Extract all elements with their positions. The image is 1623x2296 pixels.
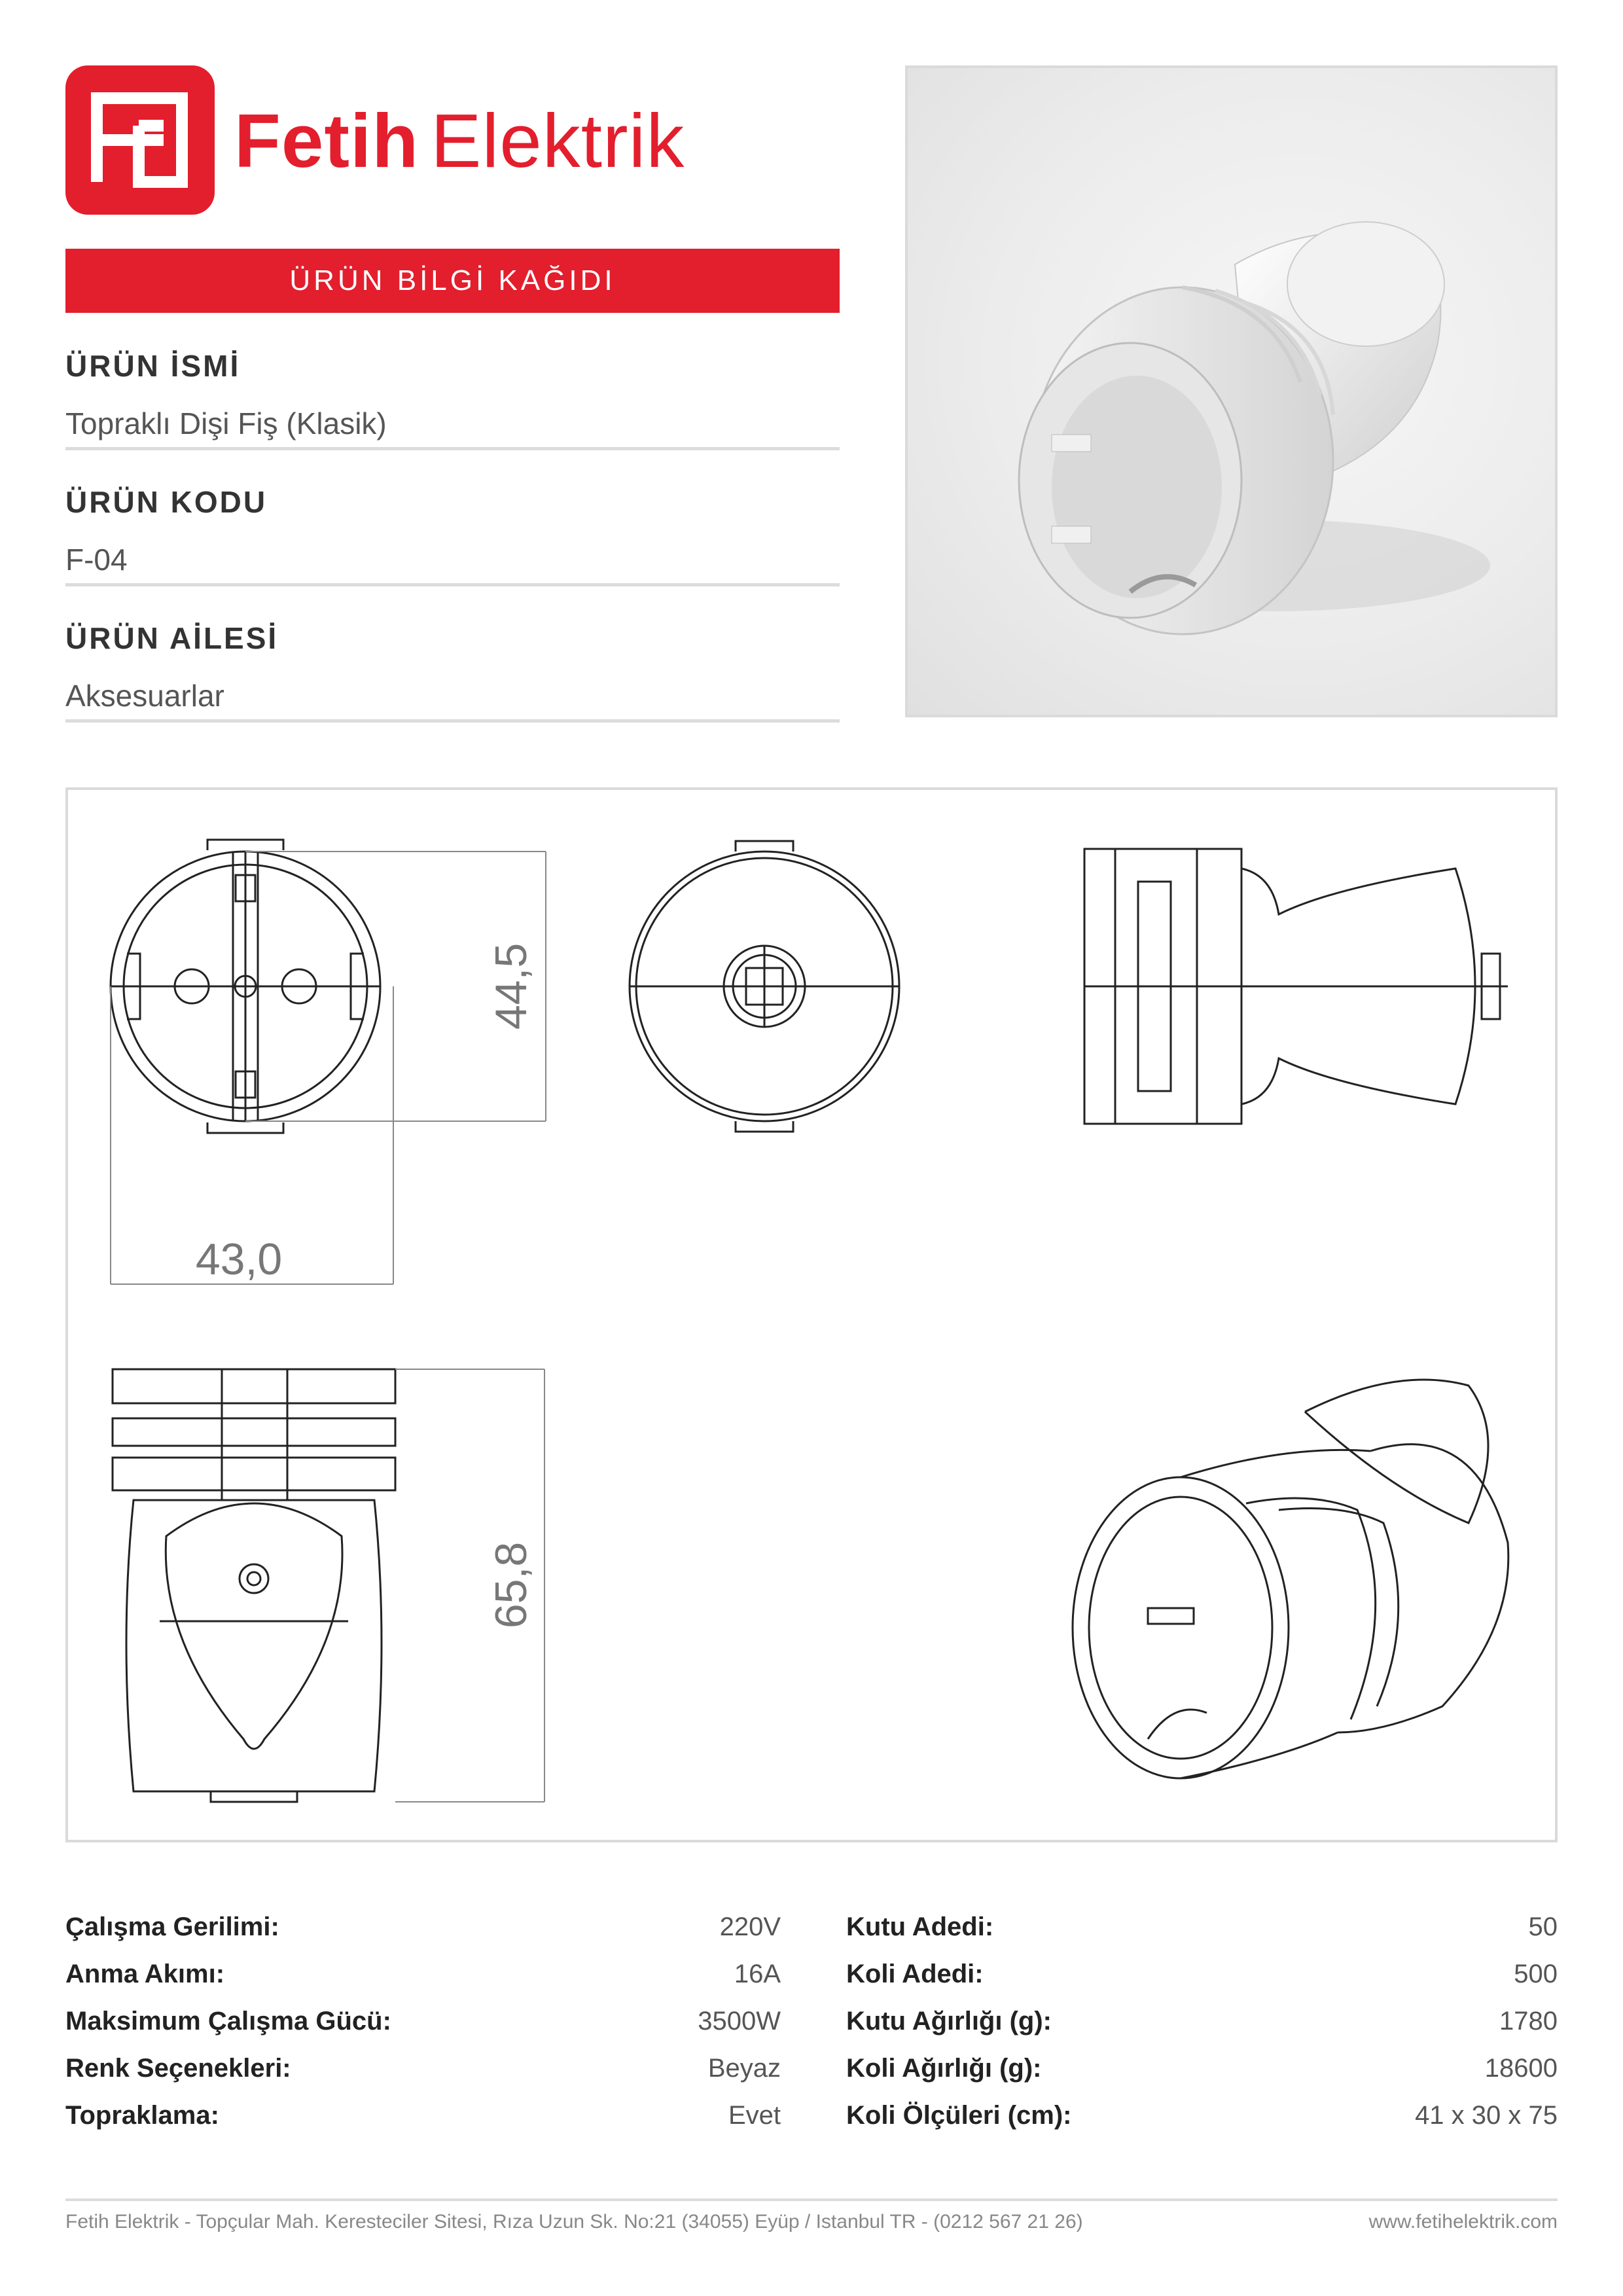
field-divider: [65, 719, 840, 723]
field-value-product-family: Aksesuarlar: [65, 679, 224, 713]
brand-wordmark: [234, 98, 685, 183]
dim-height: 44,5: [486, 942, 536, 1030]
spec-key: Anma Akımı:: [65, 1959, 225, 1988]
isometric-view-drawing: [1073, 1380, 1508, 1778]
spec-row: [846, 2045, 1558, 2092]
spec-key: Renk Seçenekleri:: [65, 2053, 291, 2083]
brand-name-regular: Elektrik: [431, 98, 685, 183]
dim-length: 65,8: [486, 1541, 536, 1629]
field-label-product-family: ÜRÜN AİLESİ: [65, 621, 279, 655]
spec-value: 50: [1528, 1912, 1558, 1941]
spec-key: Koli Ağırlığı (g):: [846, 2053, 1042, 2083]
spec-key: Kutu Ağırlığı (g):: [846, 2006, 1052, 2036]
footer-website-link[interactable]: www.fetihelektrik.com: [1368, 2211, 1558, 2233]
technical-drawing: [65, 787, 1558, 1842]
spec-value: 16A: [734, 1959, 781, 1988]
field-value-product-code: F-04: [65, 543, 128, 577]
footer-address: Fetih Elektrik - Topçular Mah. Keresteciler Sitesi, Rıza Uzun Sk. No:21 (34055) Eyüp / Istanbul TR - (0212 567 21 26): [65, 2211, 1083, 2233]
front-view-drawing: [111, 840, 380, 1133]
spec-key: Koli Adedi:: [846, 1959, 984, 1988]
rear-view-drawing: [630, 841, 899, 1132]
field-divider: [65, 583, 840, 586]
footer-divider: [65, 2198, 1558, 2201]
spec-row: [65, 2092, 781, 2139]
spec-key: Koli Ölçüleri (cm):: [846, 2100, 1072, 2130]
spec-row: [846, 1903, 1558, 1950]
spec-row: [65, 1950, 781, 1998]
spec-key: Kutu Adedi:: [846, 1912, 994, 1941]
spec-key: Topraklama:: [65, 2100, 219, 2130]
dim-width: 43,0: [195, 1234, 283, 1284]
spec-value: Beyaz: [707, 2053, 781, 2083]
sheet-title: ÜRÜN BİLGİ KAĞIDI: [289, 264, 616, 296]
spec-row: [65, 1998, 781, 2045]
spec-value: 500: [1514, 1959, 1558, 1988]
spec-value: 3500W: [698, 2006, 781, 2036]
spec-value: 18600: [1484, 2053, 1558, 2083]
brand-logo-mark: [65, 65, 215, 215]
field-value-product-name: Topraklı Dişi Fiş (Klasik): [65, 406, 387, 440]
spec-value: 41 x 30 x 75: [1415, 2100, 1558, 2130]
product-photo: [905, 65, 1558, 717]
spec-value: 220V: [719, 1912, 781, 1941]
spec-row: [65, 2045, 781, 2092]
side-view-drawing: [1084, 849, 1508, 1124]
specs-packaging: [846, 1903, 1558, 2139]
brand-name-bold: Fetih: [234, 98, 419, 183]
field-label-product-name: ÜRÜN İSMİ: [65, 349, 241, 383]
spec-key: Çalışma Gerilimi:: [65, 1912, 279, 1941]
field-divider: [65, 447, 840, 450]
spec-value: 1780: [1499, 2006, 1558, 2036]
spec-key: Maksimum Çalışma Gücü:: [65, 2006, 391, 2036]
spec-row: [846, 1950, 1558, 1998]
spec-row: [846, 2092, 1558, 2139]
spec-row: [846, 1998, 1558, 2045]
top-view-drawing: [113, 1369, 395, 1802]
field-label-product-code: ÜRÜN KODU: [65, 485, 268, 519]
spec-row: [65, 1903, 781, 1950]
spec-value: Evet: [728, 2100, 781, 2130]
sheet-title-banner: [65, 249, 840, 313]
specs-electrical: [65, 1903, 781, 2139]
